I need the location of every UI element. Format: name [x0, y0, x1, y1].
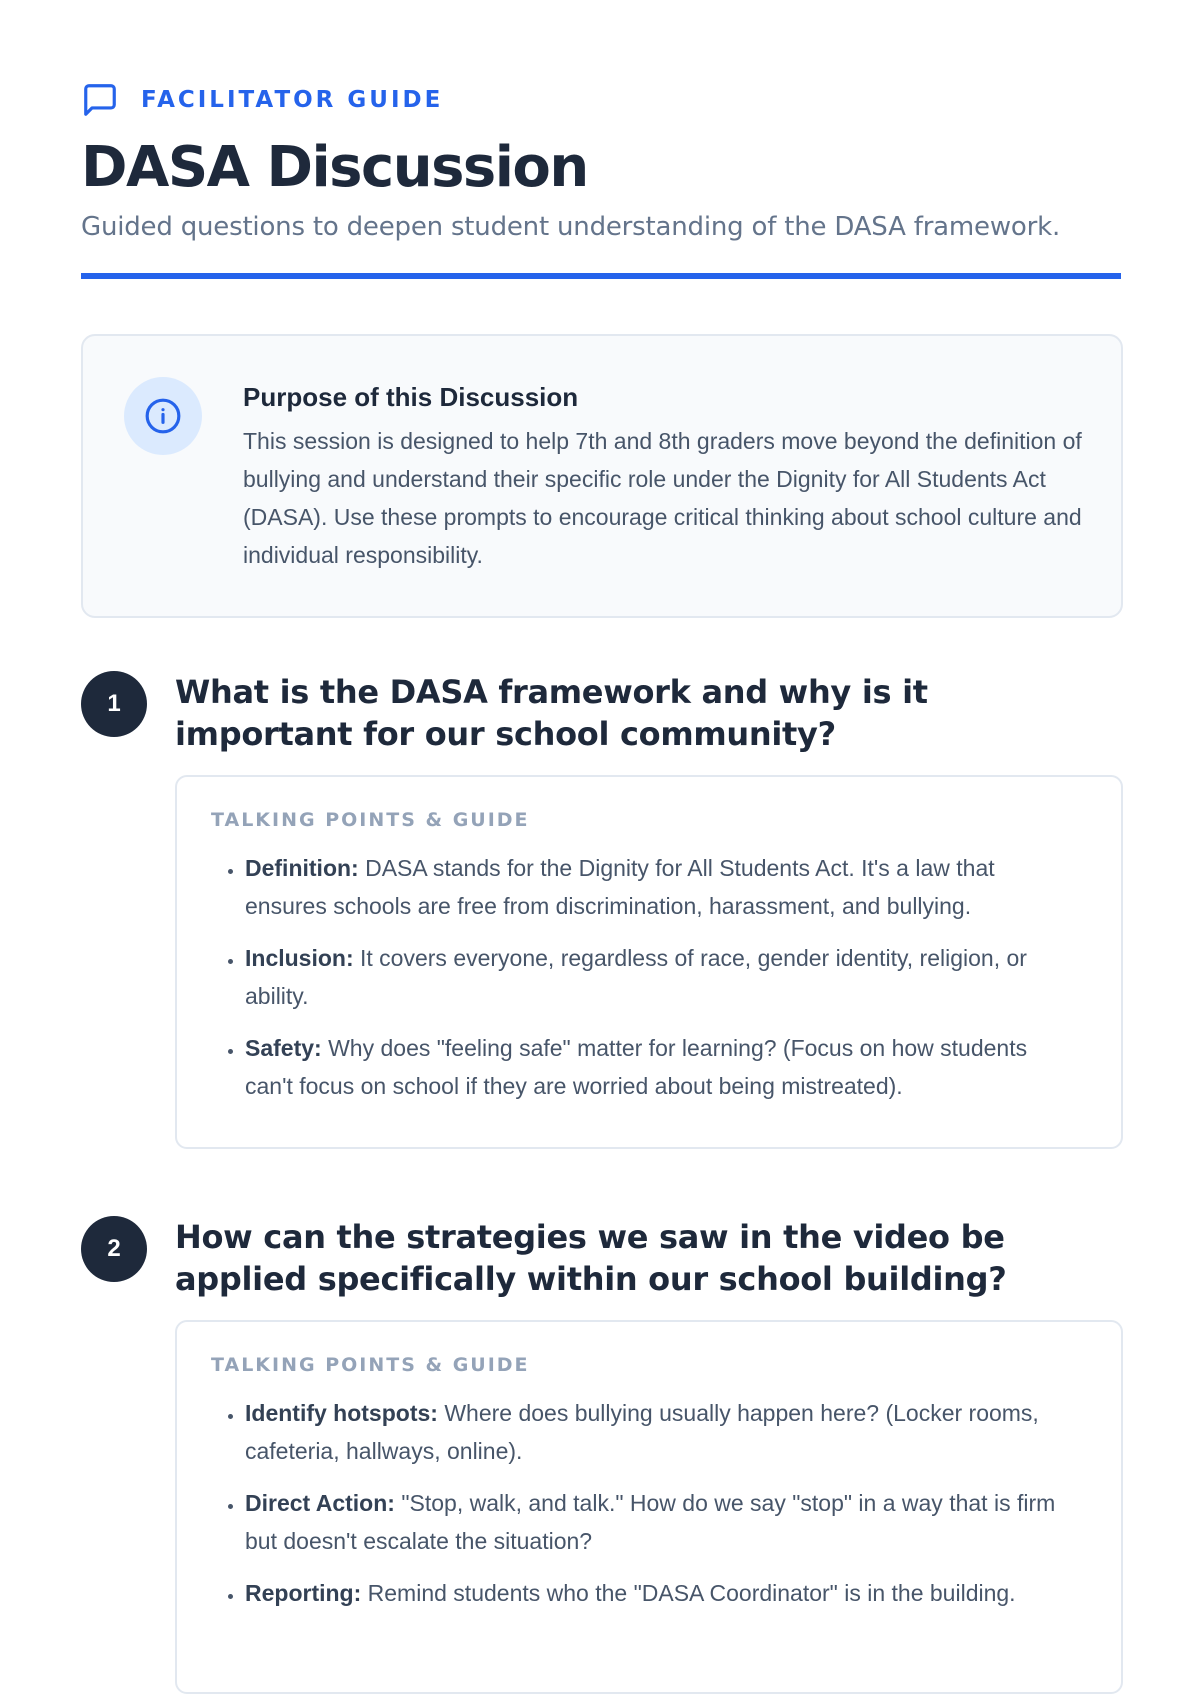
point-text: It covers everyone, regardless of race, gender identity, religion, or ability.: [245, 945, 1027, 1009]
header: [81, 80, 1121, 244]
eyebrow: [81, 80, 1121, 120]
question-number-badge: 2: [81, 1216, 147, 1282]
question-number-badge: 1: [81, 671, 147, 737]
talking-points-list: [177, 849, 1121, 1105]
point-text: Why does "feeling safe" matter for learning? (Focus on how students can't focus on school if they are worried about being mistreated).: [245, 1035, 1028, 1099]
purpose-title: Purpose of this Discussion: [243, 382, 579, 412]
point-text: Remind students who the "DASA Coordinator" is in the building.: [361, 1580, 1016, 1606]
eyebrow-label: FACILITATOR GUIDE: [141, 87, 444, 113]
talking-points-card: [175, 1320, 1123, 1694]
list-item: [245, 849, 1121, 925]
point-text: Where does bullying usually happen here? (Locker rooms, cafeteria, hallways, online).: [245, 1400, 1039, 1464]
point-term: Inclusion:: [245, 945, 354, 971]
talking-points-list: [177, 1394, 1121, 1612]
point-text: DASA stands for the Dignity for All Students Act. It's a law that ensures schools are free from discrimination, harassment, and bullying.: [245, 855, 995, 919]
point-term: Definition:: [245, 855, 359, 881]
point-term: Reporting:: [245, 1580, 362, 1606]
list-item: [245, 939, 1121, 1015]
purpose-text: This session is designed to help 7th and 8th graders move beyond the definition of bullying and understand their specific role under the Dignity for All Students Act (DASA). Use these prompts to encourage critical thinking about school culture and individual responsibility.: [243, 428, 1082, 568]
list-item: [245, 1394, 1121, 1470]
header-divider: [81, 273, 1121, 279]
point-term: Direct Action:: [245, 1490, 395, 1516]
page-subtitle: Guided questions to deepen student understanding of the DASA framework.: [81, 212, 1061, 242]
info-icon-badge: [124, 377, 202, 455]
point-term: Safety:: [245, 1035, 322, 1061]
guide-label: TALKING POINTS & GUIDE: [211, 809, 530, 831]
list-item: [245, 1574, 1121, 1612]
list-item: [245, 1484, 1121, 1560]
point-text: "Stop, walk, and talk." How do we say "stop" in a way that is firm but doesn't escalate the situation?: [245, 1490, 1056, 1554]
purpose-body: [243, 380, 1083, 574]
purpose-callout: [81, 334, 1123, 618]
question-title: What is the DASA framework and why is it important for our school community?: [175, 673, 928, 753]
list-item: [245, 1029, 1121, 1105]
info-circle-icon: [144, 397, 182, 435]
page-title: DASA Discussion: [81, 135, 588, 200]
question-title: How can the strategies we saw in the video be applied specifically within our school building?: [175, 1218, 1007, 1298]
talking-points-card: [175, 775, 1123, 1149]
point-term: Identify hotspots:: [245, 1400, 438, 1426]
guide-label: TALKING POINTS & GUIDE: [211, 1354, 530, 1376]
message-square-icon: [81, 81, 119, 119]
